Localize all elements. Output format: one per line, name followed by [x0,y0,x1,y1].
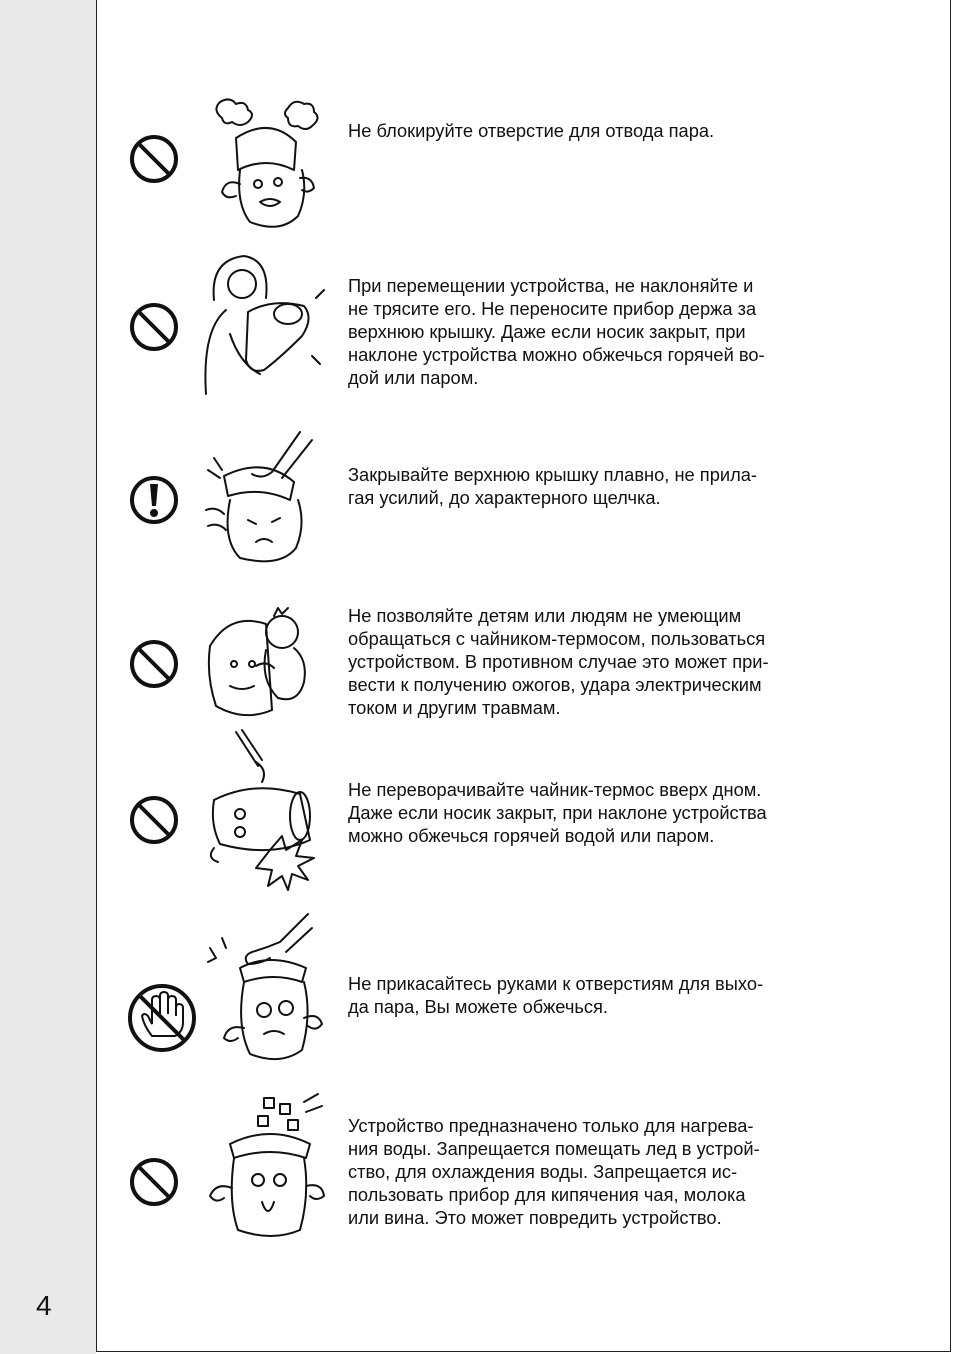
kettle-steam-vent-blocked-illustration [200,98,330,238]
warning-text-line: наклоне устройства можно обжечься горячей во- [348,344,765,365]
hand-on-steam-vent-illustration [200,910,330,1070]
warning-item-5 [96,730,951,895]
warning-text-line: током и другим травмам. [348,697,561,718]
warning-item-2 [96,254,951,399]
warning-text-line: пользовать прибор для кипячения чая, молока [348,1184,746,1205]
page-margin-strip [0,0,96,1354]
do-not-touch-icon [126,982,198,1054]
prohibition-icon [126,636,182,692]
kettle-upside-down-illustration [200,730,330,890]
warning-text-line: ство, для охлаждения воды. Запрещается ис- [348,1161,738,1182]
prohibition-icon [126,792,182,848]
mandatory-caution-icon [126,472,182,528]
person-tilting-kettle-illustration [200,254,330,394]
warning-text-line: Даже если носик закрыт, при наклоне устройства [348,802,767,823]
warning-text-line: гая усилий, до характерного щелчка. [348,487,661,508]
warning-item-3 [96,430,951,570]
warning-item-6 [96,910,951,1075]
warning-text-line: Закрывайте верхнюю крышку плавно, не прила- [348,464,757,485]
warning-text-line: обращаться с чайником-термосом, пользоваться [348,628,766,649]
warning-text-line: устройством. В противном случае это может при- [348,651,769,672]
warning-text-line: дой или паром. [348,367,479,388]
warning-text-line: да пара, Вы можете обжечься. [348,996,609,1017]
warning-text-line: Не блокируйте отверстие для отвода пара. [348,120,715,141]
ice-in-kettle-illustration [200,1092,330,1242]
warning-text-line: ния воды. Запрещается помещать лед в устрой- [348,1138,760,1159]
warning-text-line: можно обжечься горячей водой или паром. [348,825,715,846]
warning-text-line: вести к получению ожогов, удара электрическим [348,674,762,695]
prohibition-icon [126,299,182,355]
warning-item-7 [96,1092,951,1242]
warning-text-line: Не прикасайтесь руками к отверстиям для выхо- [348,973,764,994]
warning-item-4 [96,598,951,733]
warning-text-line: Устройство предназначено только для нагрева- [348,1115,754,1136]
hand-closing-lid-illustration [200,430,330,570]
prohibition-icon [126,1154,182,1210]
warning-item-1 [96,98,951,238]
warning-text-line: Не переворачивайте чайник-термос вверх дном. [348,779,762,800]
warning-text-line: Не позволяйте детям или людям не умеющим [348,605,742,626]
warning-text-line: При перемещении устройства, не наклоняйте и [348,275,754,296]
warning-text-line: или вина. Это может повредить устройство. [348,1207,722,1228]
page-number: 4 [36,1290,52,1321]
warning-text-line: верхнюю крышку. Даже если носик закрыт, при [348,321,746,342]
warning-text-line: не трясите его. Не переносите прибор держа за [348,298,757,319]
child-with-kettle-illustration [200,606,330,746]
prohibition-icon [126,131,182,187]
